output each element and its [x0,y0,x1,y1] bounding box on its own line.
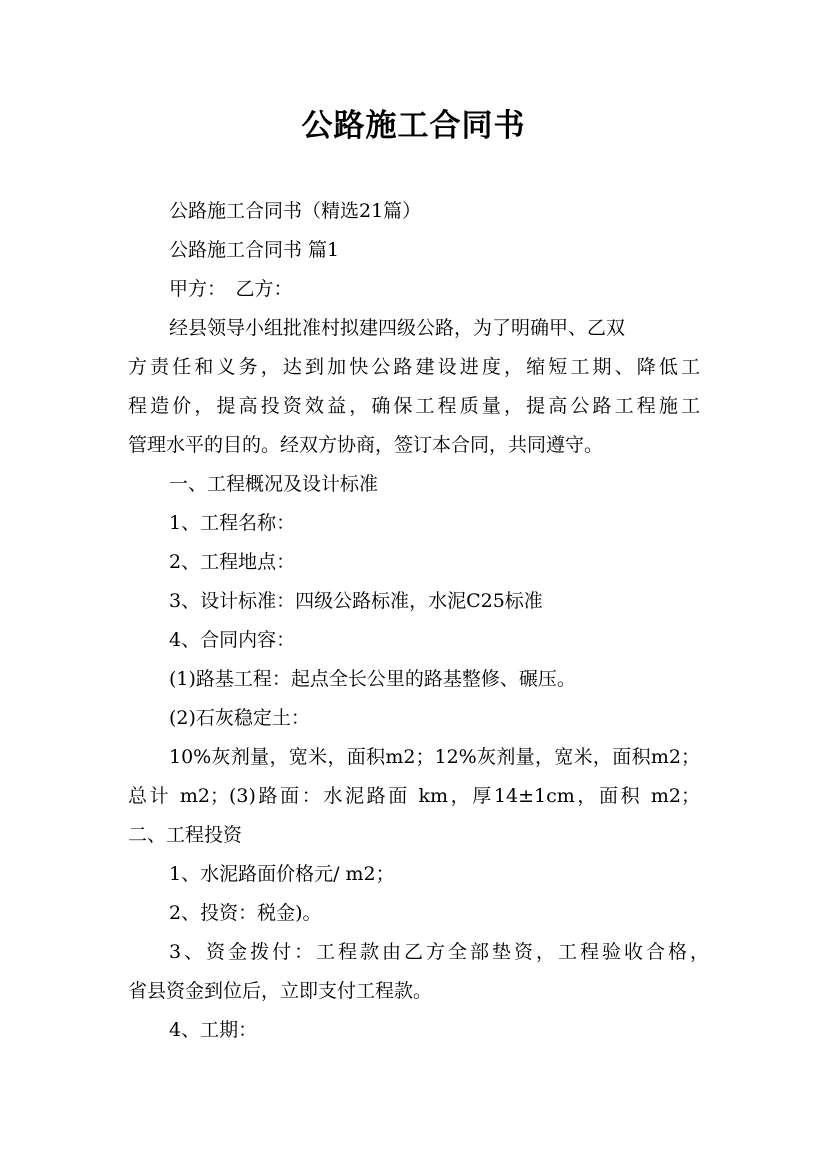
list-item: 4、合同内容： [169,629,296,651]
document-title: 公路施工合同书 [301,108,526,144]
section-heading: 公路施工合同书 篇1 [169,239,340,261]
paragraph-line: 经县领导小组批准村拟建四级公路，为了明确甲、乙双 [169,317,626,339]
list-item: 2、投资：税金)。 [169,902,322,924]
paragraph-line: 方责任和义务，达到加快公路建设进度，缩短工期、降低工 [128,356,700,378]
paragraph-line: 10%灰剂量，宽米，面积m2；12%灰剂量，宽米，面积m2； [169,746,700,768]
list-item: 2、工程地点： [169,551,296,573]
paragraph-line: 管理水平的目的。经双方协商，签订本合同，共同遵守。 [128,434,604,456]
list-item: 4、工期： [169,1019,258,1041]
list-item: 3、设计标准：四级公路标准，水泥C25标准 [169,590,543,612]
section-heading: 二、工程投资 [128,824,243,846]
list-item: 3、资金拨付：工程款由乙方全部垫资，工程验收合格， [169,941,709,963]
paragraph-line: 总计 m2；(3)路面：水泥路面 km，厚14±1cm，面积 m2； [128,785,700,807]
subtitle-line: 公路施工合同书（精选21篇） [169,200,422,222]
paragraph-line: 程造价，提高投资效益，确保工程质量，提高公路工程施工 [128,395,700,417]
list-item: (1)路基工程：起点全长公里的路基整修、碾压。 [169,668,576,690]
paragraph-line: 省县资金到位后，立即支付工程款。 [128,980,433,1002]
list-item: 1、水泥路面价格元/ m2； [169,863,395,885]
list-item: (2)石灰稳定土： [169,707,310,729]
parties-line: 甲方： 乙方： [169,278,293,300]
list-item: 1、工程名称： [169,512,296,534]
section-heading: 一、工程概况及设计标准 [169,473,379,495]
